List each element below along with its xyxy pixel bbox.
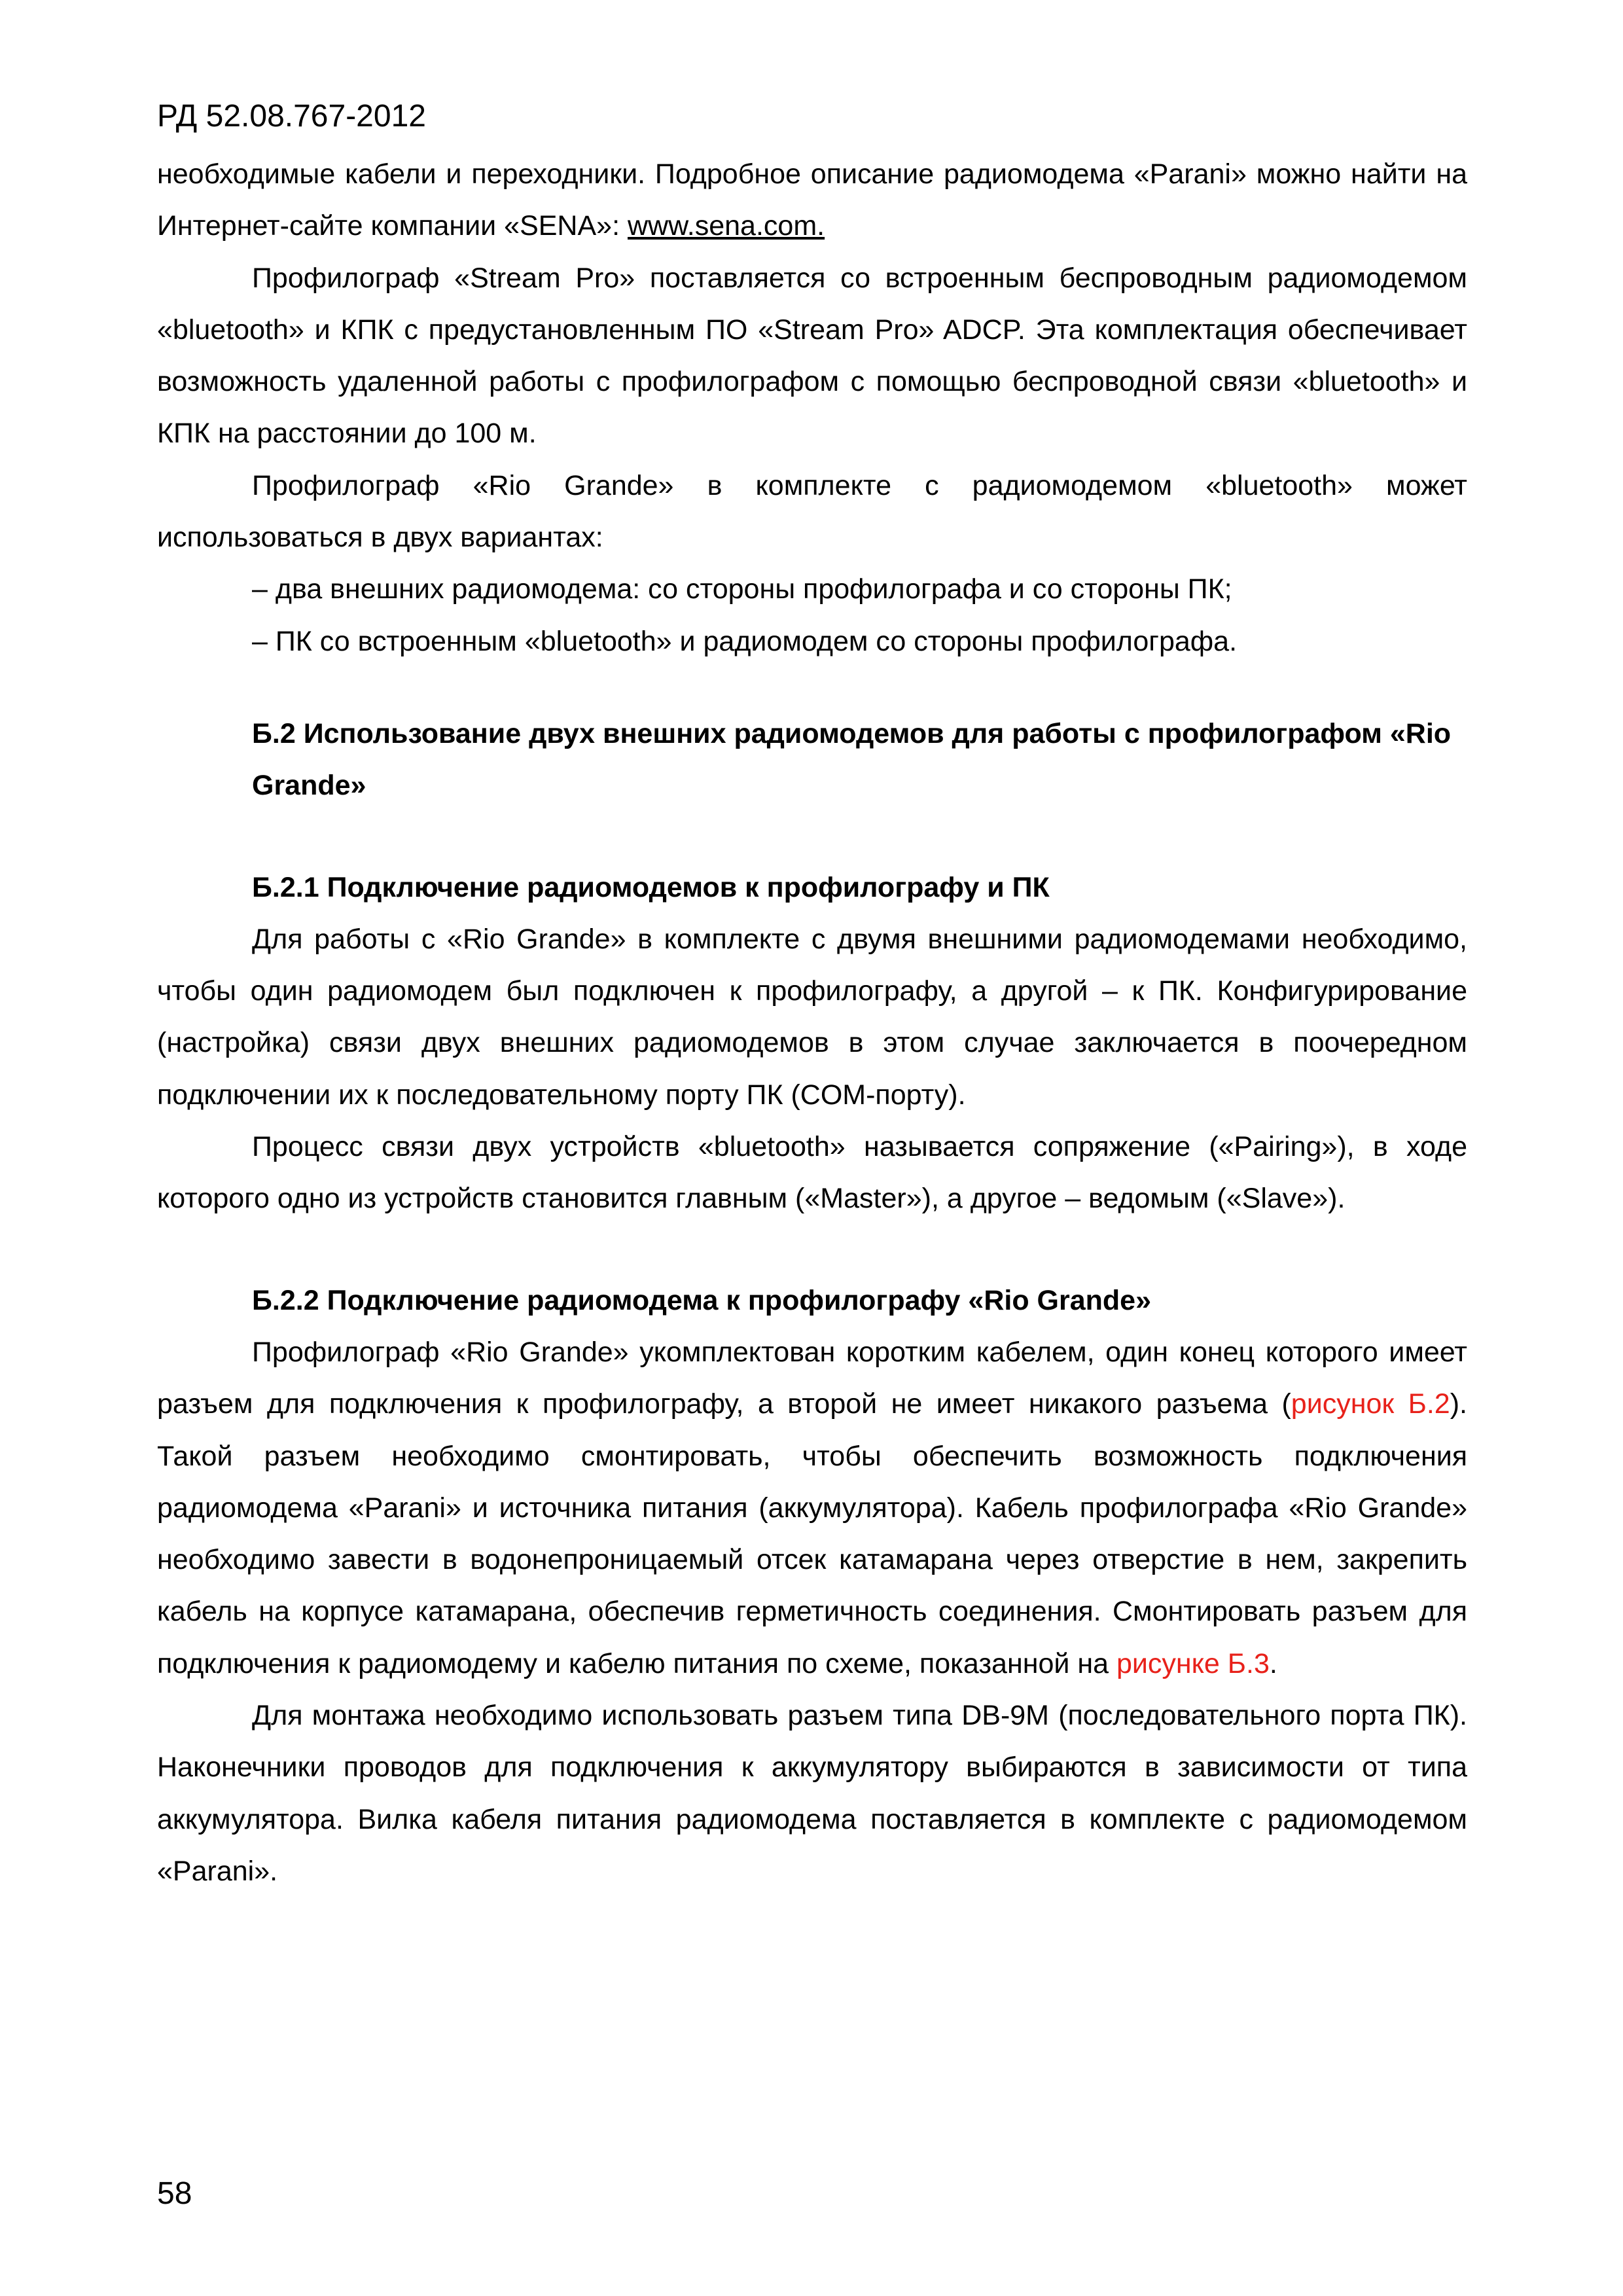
section-b22-paragraph-2: Для монтажа необходимо использовать разъем типа DB-9M (последовательного порта ПК). Наконечники проводов для подключения к аккумулятору выбираются в зависимости от типа аккумулятора. Вилка кабеля питания радиомодема поставляется в комплекте с радиомодемом «Parani». [157,1700,1467,1887]
intro-paragraph-1-text: необходимые кабели и переходники. Подробное описание радиомодема «Parani» можно найти на Интернет-сайте компании «SENA»: [157,158,1467,242]
document-code: РД 52.08.767-2012 [157,99,426,134]
section-b21-heading: Б.2.1 Подключение радиомодемов к профилографу и ПК [252,871,1050,903]
list-item: – ПК со встроенным «bluetooth» и радиомодем со стороны профилографа. [252,625,1238,657]
spacer [157,812,1467,862]
page-body [157,149,1467,1897]
list-item: – два внешних радиомодема: со стороны профилографа и со стороны ПК; [252,573,1232,605]
spacer [157,668,1467,708]
figure-b2-reference[interactable]: рисунок Б.2 [1291,1388,1450,1420]
intro-paragraph-1 [157,149,1467,253]
spacer [157,1225,1467,1275]
intro-paragraph-3: Профилограф «Rio Grande» в комплекте с радиомодемом «bluetooth» может использоваться в двух вариантах: [157,469,1467,554]
section-b22-text-a: Профилограф «Rio Grande» укомплектован коротким кабелем, один конец которого имеет разъем для подключения к профилографу, а второй не имеет никакого разъема ( [157,1336,1467,1420]
section-b2-heading: Б.2 Использование двух внешних радиомодемов для работы с профилографом «Rio Grande» [252,717,1452,802]
section-b22-heading: Б.2.2 Подключение радиомодема к профилографу «Rio Grande» [252,1284,1152,1316]
section-b21-paragraph-2: Процесс связи двух устройств «bluetooth» называется сопряжение («Pairing»), в ходе которого одно из устройств становится главным («Master»), а другое – ведомым («Slave»). [157,1131,1467,1215]
intro-paragraph-2: Профилограф «Stream Pro» поставляется со встроенным беспроводным радиомодемом «bluetooth» и КПК с предустановленным ПО «Stream Pro» ADCP. Эта комплектация обеспечивает возможность удаленной работы с профилографом с помощью беспроводной связи «bluetooth» и КПК на расстоянии до 100 м. [157,262,1467,450]
section-b21-paragraph-1: Для работы с «Rio Grande» в комплекте с двумя внешними радиомодемами необходимо, чтобы один радиомодем был подключен к профилографу, а другой – к ПК. Конфигурирование (настройка) связи двух внешних радиомодемов в этом случае заключается в поочередном подключении их к последовательному порту ПК (COM-порту). [157,923,1467,1111]
page-number: 58 [157,2176,192,2211]
figure-b3-reference[interactable]: рисунке Б.3 [1116,1647,1270,1679]
section-b22-text-c: . [1269,1647,1277,1679]
sena-website-link[interactable]: www.sena.com. [627,210,825,242]
section-b22-paragraph-1 [157,1327,1467,1690]
section-b22-text-b: ). Такой разъем необходимо смонтировать, чтобы обеспечить возможность подключения радиомодема «Parani» и источника питания (аккумулятора). Кабель профилографа «Rio Grande» необходимо завести в водонепроницаемый отсек катамарана через отверстие в нем, закрепить кабель на корпусе катамарана, обеспечив герметичность соединения. Смонтировать разъем для подключения к радиомодему и кабелю питания по схеме, показанной на [157,1388,1467,1679]
